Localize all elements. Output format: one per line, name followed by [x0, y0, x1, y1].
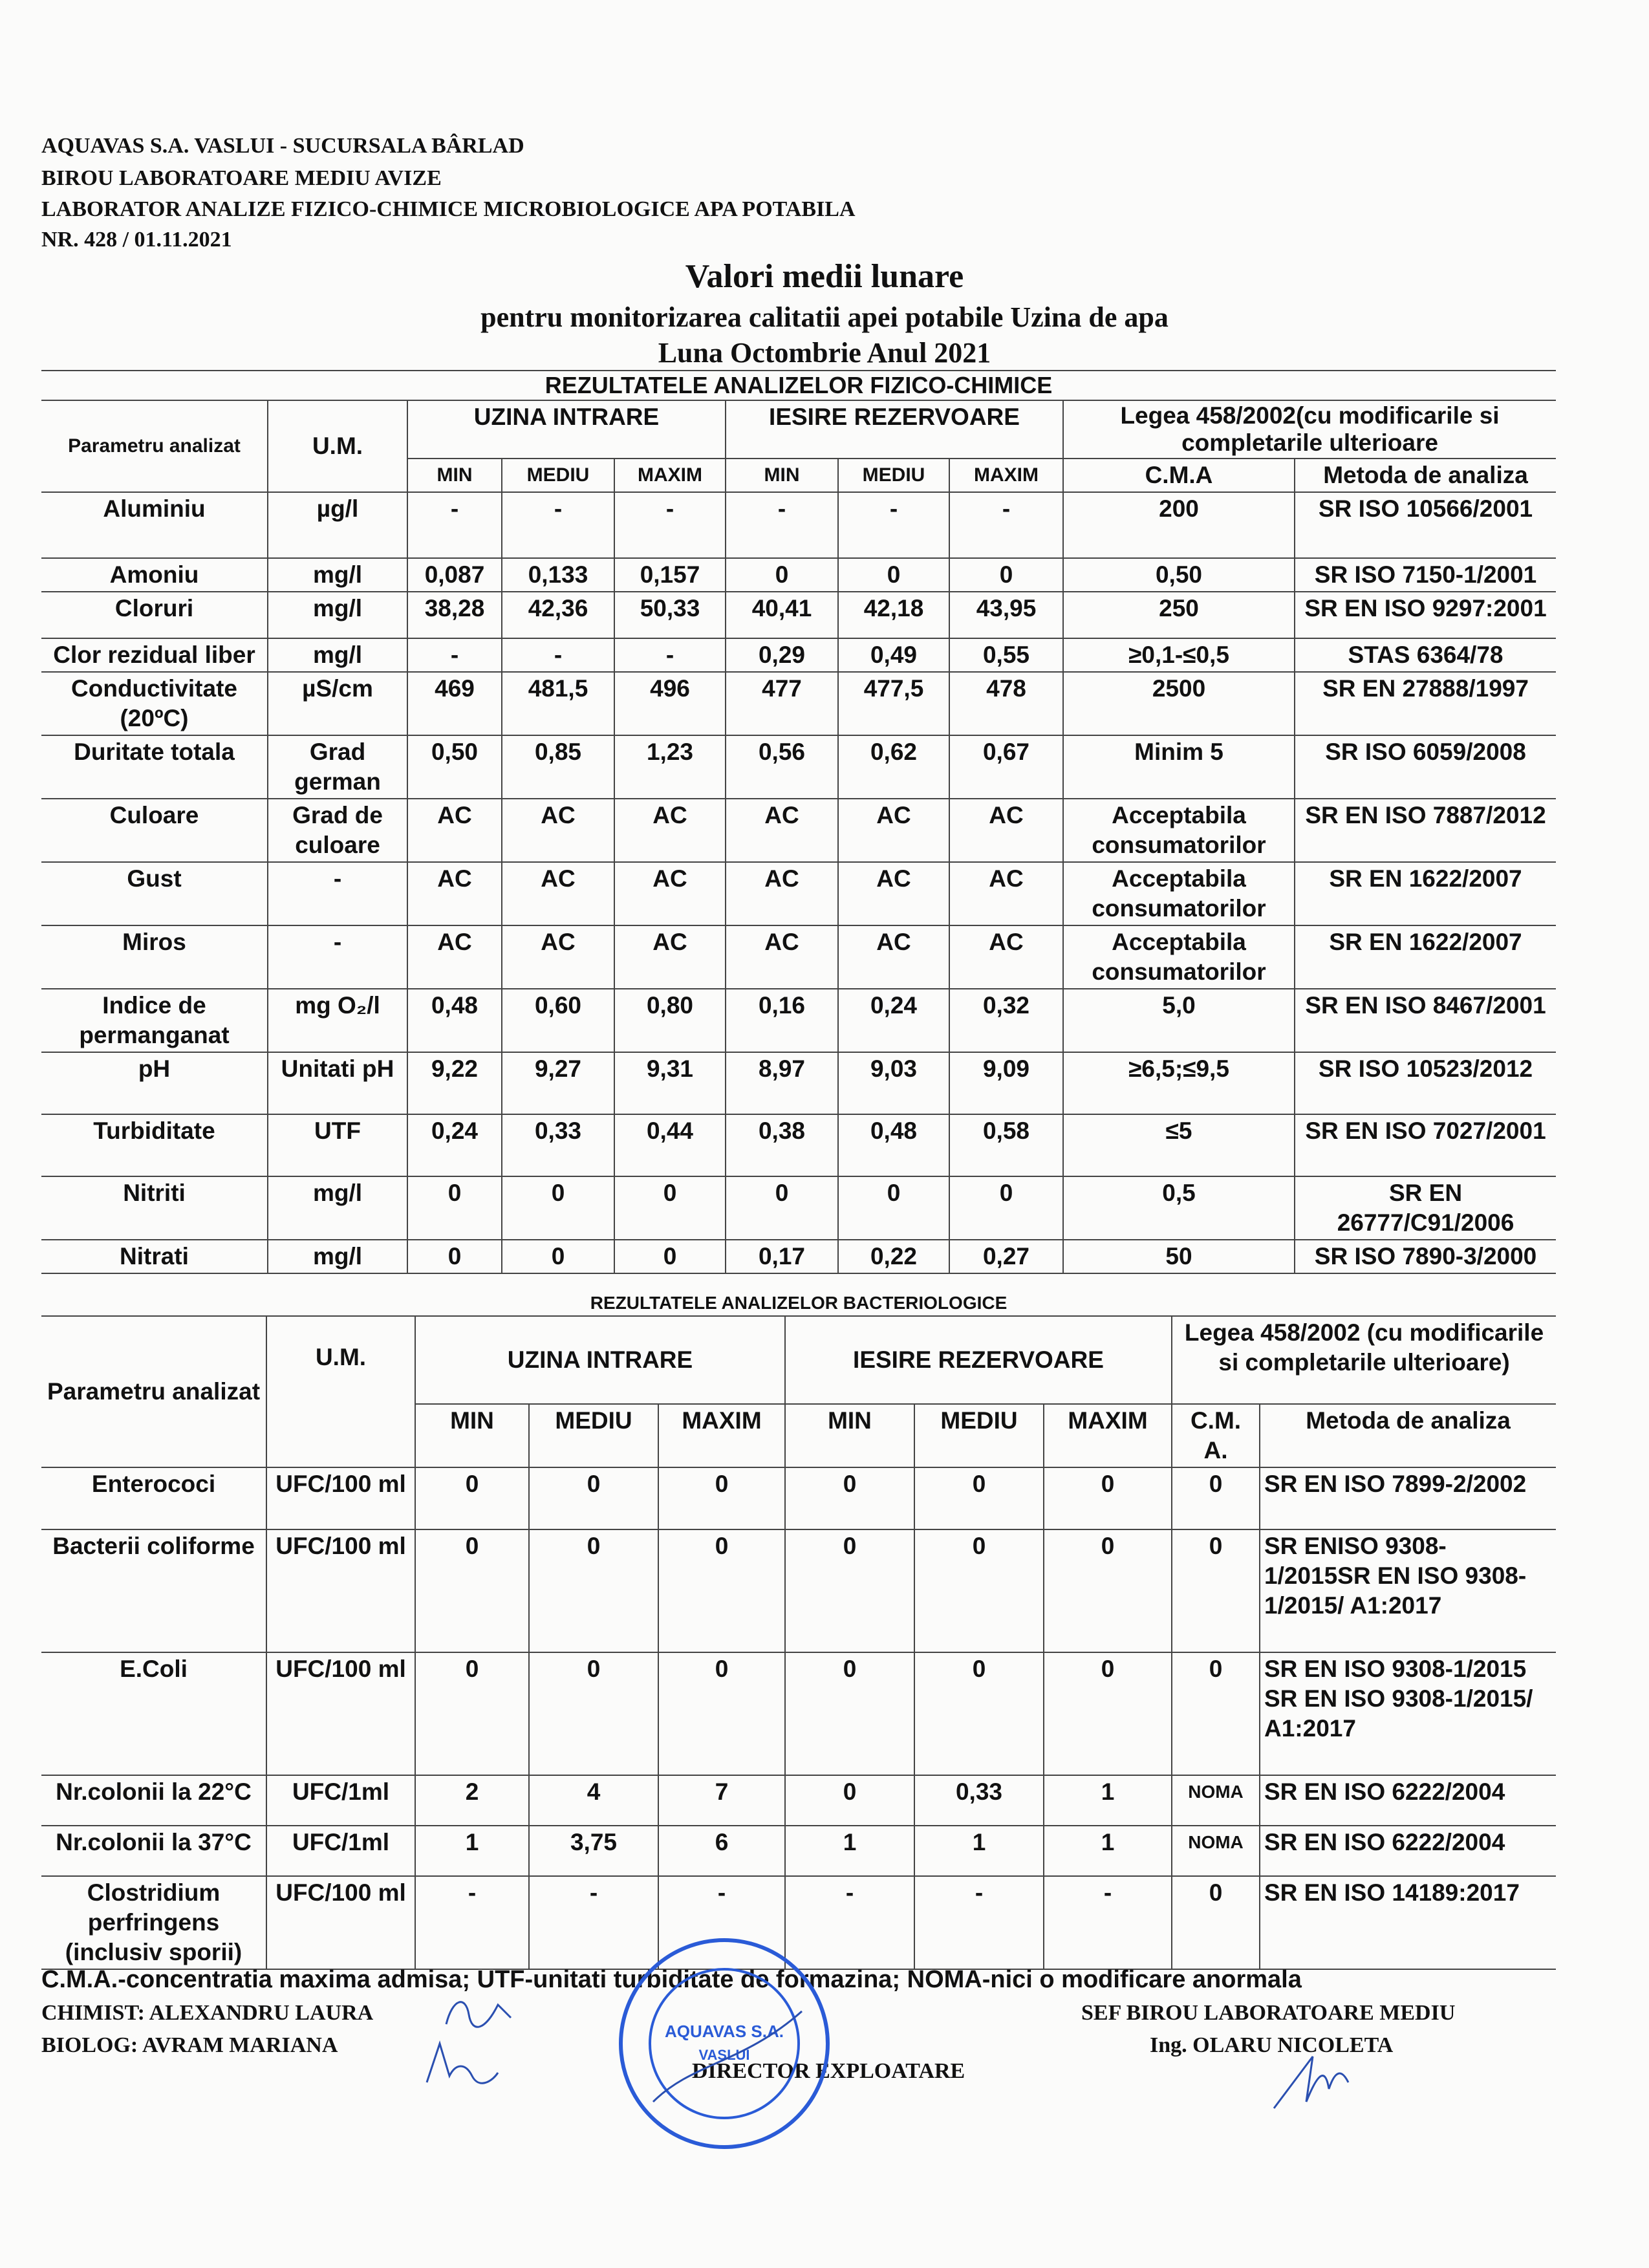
- value-cell: -: [838, 492, 949, 558]
- value-cell: 0: [658, 1529, 785, 1652]
- value-cell: AC: [614, 862, 726, 925]
- unit-cell: Grad de culoare: [268, 799, 407, 862]
- value-cell: -: [1044, 1876, 1172, 1969]
- parameter-cell: Aluminiu: [41, 492, 268, 558]
- value-cell: 0: [502, 1176, 614, 1240]
- cma-cell: ≥0,1-≤0,5: [1063, 638, 1295, 672]
- method-cell: SR EN ISO 6222/2004: [1260, 1826, 1556, 1876]
- value-cell: 0,55: [949, 638, 1063, 672]
- unit-cell: mg/l: [268, 558, 407, 592]
- legend-note: C.M.A.-concentratia maxima admisa; UTF-unitati turbiditate de formazina; NOMA-nici o modificare anormala: [41, 1966, 1302, 1993]
- method-cell: SR EN ISO 8467/2001: [1295, 989, 1556, 1052]
- value-cell: 478: [949, 672, 1063, 735]
- table-row: [41, 1529, 1556, 1652]
- table-row: [41, 1775, 1556, 1826]
- value-cell: 42,18: [838, 592, 949, 638]
- value-cell: AC: [838, 862, 949, 925]
- method-cell: SR EN ISO 7899-2/2002: [1260, 1467, 1556, 1529]
- parameter-cell: Indice de permanganat: [41, 989, 268, 1052]
- value-cell: 0: [914, 1529, 1044, 1652]
- chemist-name: CHIMIST: ALEXANDRU LAURA: [41, 2001, 374, 2025]
- col-header-min: MIN: [785, 1404, 914, 1467]
- value-cell: AC: [838, 925, 949, 989]
- col-header-maxim: MAXIM: [614, 459, 726, 492]
- unit-cell: UFC/100 ml: [266, 1876, 415, 1969]
- value-cell: 50,33: [614, 592, 726, 638]
- cma-cell: 0: [1172, 1652, 1260, 1775]
- value-cell: 0: [838, 1176, 949, 1240]
- method-cell: STAS 6364/78: [1295, 638, 1556, 672]
- table-row: [41, 799, 1556, 862]
- document-subtitle: pentru monitorizarea calitatii apei potabile Uzina de apa: [480, 301, 1169, 333]
- office-name: BIROU LABORATOARE MEDIU AVIZE: [41, 166, 442, 190]
- value-cell: 0,29: [726, 638, 838, 672]
- method-cell: SR EN ISO 9297:2001: [1295, 592, 1556, 638]
- value-cell: 0: [949, 1176, 1063, 1240]
- cma-cell: Acceptabila consumatorilor: [1063, 799, 1295, 862]
- unit-cell: -: [268, 862, 407, 925]
- table-row: [41, 862, 1556, 925]
- value-cell: AC: [949, 862, 1063, 925]
- unit-cell: UFC/1ml: [266, 1826, 415, 1876]
- col-header-cma: C.M.A: [1063, 459, 1295, 492]
- value-cell: AC: [502, 862, 614, 925]
- col-header-mediu: MEDIU: [914, 1404, 1044, 1467]
- method-cell: SR EN 26777/C91/2006: [1295, 1176, 1556, 1240]
- value-cell: AC: [502, 799, 614, 862]
- col-header-reservoir-output: IESIRE REZERVOARE: [785, 1316, 1172, 1404]
- value-cell: -: [914, 1876, 1044, 1969]
- value-cell: -: [785, 1876, 914, 1969]
- value-cell: 0: [785, 1529, 914, 1652]
- cma-cell: Acceptabila consumatorilor: [1063, 862, 1295, 925]
- value-cell: AC: [726, 799, 838, 862]
- value-cell: 8,97: [726, 1052, 838, 1114]
- value-cell: 0: [529, 1652, 658, 1775]
- value-cell: 0,27: [949, 1240, 1063, 1273]
- col-header-reservoir-output: IESIRE REZERVOARE: [726, 400, 1063, 459]
- biologist-name: BIOLOG: AVRAM MARIANA: [41, 2033, 338, 2057]
- value-cell: 1: [1044, 1826, 1172, 1876]
- chemist-signature: [440, 1992, 517, 2037]
- value-cell: 0,157: [614, 558, 726, 592]
- value-cell: 43,95: [949, 592, 1063, 638]
- chemical-results-table: [41, 370, 1556, 1274]
- cma-cell: Acceptabila consumatorilor: [1063, 925, 1295, 989]
- value-cell: AC: [726, 925, 838, 989]
- value-cell: 9,31: [614, 1052, 726, 1114]
- value-cell: AC: [838, 799, 949, 862]
- cma-cell: 5,0: [1063, 989, 1295, 1052]
- value-cell: -: [502, 492, 614, 558]
- unit-cell: UFC/100 ml: [266, 1467, 415, 1529]
- value-cell: 0,22: [838, 1240, 949, 1273]
- unit-cell: µg/l: [268, 492, 407, 558]
- value-cell: 4: [529, 1775, 658, 1826]
- col-header-law: Legea 458/2002(cu modificarile si completarile ulterioare: [1063, 400, 1556, 459]
- unit-cell: mg/l: [268, 638, 407, 672]
- table-row: [41, 989, 1556, 1052]
- value-cell: -: [658, 1876, 785, 1969]
- unit-cell: Unitati pH: [268, 1052, 407, 1114]
- cma-cell: 0,5: [1063, 1176, 1295, 1240]
- table-row: [41, 1240, 1556, 1273]
- col-header-maxim: MAXIM: [949, 459, 1063, 492]
- value-cell: -: [502, 638, 614, 672]
- parameter-cell: Clor rezidual liber: [41, 638, 268, 672]
- value-cell: 0,33: [914, 1775, 1044, 1826]
- chemical-caption: REZULTATELE ANALIZELOR FIZICO-CHIMICE: [41, 371, 1556, 400]
- value-cell: AC: [502, 925, 614, 989]
- value-cell: 0: [914, 1652, 1044, 1775]
- value-cell: 0: [1044, 1467, 1172, 1529]
- value-cell: 0,67: [949, 735, 1063, 799]
- value-cell: -: [529, 1876, 658, 1969]
- value-cell: 2: [415, 1775, 529, 1826]
- parameter-cell: Clostridium perfringens (inclusiv sporii): [41, 1876, 266, 1969]
- bacteriological-caption: REZULTATELE ANALIZELOR BACTERIOLOGICE: [41, 1291, 1556, 1316]
- cma-cell: 0: [1172, 1467, 1260, 1529]
- value-cell: 0,087: [407, 558, 502, 592]
- biologist-signature: [414, 2037, 504, 2089]
- value-cell: -: [407, 492, 502, 558]
- col-header-mediu: MEDIU: [838, 459, 949, 492]
- value-cell: 0,48: [407, 989, 502, 1052]
- unit-cell: UFC/1ml: [266, 1775, 415, 1826]
- value-cell: 0: [949, 558, 1063, 592]
- value-cell: 0,17: [726, 1240, 838, 1273]
- method-cell: SR EN 1622/2007: [1295, 862, 1556, 925]
- document-title: Valori medii lunare: [685, 258, 964, 295]
- value-cell: -: [726, 492, 838, 558]
- value-cell: 0: [785, 1467, 914, 1529]
- value-cell: 0: [1044, 1652, 1172, 1775]
- value-cell: 0,24: [407, 1114, 502, 1176]
- col-header-cma: C.M. A.: [1172, 1404, 1260, 1467]
- col-header-parameter: Parametru analizat: [41, 400, 268, 492]
- value-cell: 477,5: [838, 672, 949, 735]
- value-cell: 1: [914, 1826, 1044, 1876]
- value-cell: AC: [949, 799, 1063, 862]
- value-cell: AC: [407, 925, 502, 989]
- value-cell: 0: [415, 1467, 529, 1529]
- method-cell: SR EN 1622/2007: [1295, 925, 1556, 989]
- table-row: [41, 925, 1556, 989]
- value-cell: 0,62: [838, 735, 949, 799]
- col-header-unit: U.M.: [266, 1316, 415, 1467]
- value-cell: -: [407, 638, 502, 672]
- cma-cell: NOMA: [1172, 1826, 1260, 1876]
- col-header-min: MIN: [726, 459, 838, 492]
- value-cell: 0,49: [838, 638, 949, 672]
- parameter-cell: Conductivitate (20ºC): [41, 672, 268, 735]
- table-row: [41, 638, 1556, 672]
- value-cell: -: [949, 492, 1063, 558]
- unit-cell: mg/l: [268, 1176, 407, 1240]
- unit-cell: mg/l: [268, 592, 407, 638]
- value-cell: 0,80: [614, 989, 726, 1052]
- chief-title: SEF BIROU LABORATOARE MEDIU: [1081, 2001, 1456, 2025]
- value-cell: 0,33: [502, 1114, 614, 1176]
- value-cell: 3,75: [529, 1826, 658, 1876]
- value-cell: 481,5: [502, 672, 614, 735]
- value-cell: 9,09: [949, 1052, 1063, 1114]
- unit-cell: UFC/100 ml: [266, 1529, 415, 1652]
- chief-signature: [1267, 2044, 1358, 2121]
- table-row: [41, 558, 1556, 592]
- director-title: DIRECTOR EXPLOATARE: [692, 2059, 965, 2083]
- col-header-plant-input: UZINA INTRARE: [407, 400, 726, 459]
- col-header-mediu: MEDIU: [502, 459, 614, 492]
- value-cell: 6: [658, 1826, 785, 1876]
- parameter-cell: E.Coli: [41, 1652, 266, 1775]
- value-cell: 0,16: [726, 989, 838, 1052]
- value-cell: 9,22: [407, 1052, 502, 1114]
- table-row: [41, 1176, 1556, 1240]
- method-cell: SR EN ISO 9308-1/2015 SR EN ISO 9308-1/2015/ A1:2017: [1260, 1652, 1556, 1775]
- method-cell: SR ISO 6059/2008: [1295, 735, 1556, 799]
- col-header-parameter: Parametru analizat: [41, 1316, 266, 1467]
- value-cell: 0: [726, 558, 838, 592]
- value-cell: 0: [407, 1240, 502, 1273]
- value-cell: 0: [914, 1467, 1044, 1529]
- value-cell: 0,44: [614, 1114, 726, 1176]
- value-cell: 477: [726, 672, 838, 735]
- value-cell: 0: [502, 1240, 614, 1273]
- method-cell: SR ISO 7890-3/2000: [1295, 1240, 1556, 1273]
- cma-cell: ≥6,5;≤9,5: [1063, 1052, 1295, 1114]
- value-cell: AC: [614, 925, 726, 989]
- table-row: [41, 492, 1556, 558]
- table-row: [41, 1114, 1556, 1176]
- unit-cell: mg/l: [268, 1240, 407, 1273]
- value-cell: 0,32: [949, 989, 1063, 1052]
- table-row: [41, 1652, 1556, 1775]
- cma-cell: 0,50: [1063, 558, 1295, 592]
- value-cell: AC: [726, 862, 838, 925]
- value-cell: -: [614, 638, 726, 672]
- col-header-method: Metoda de analiza: [1260, 1404, 1556, 1467]
- table-row: [41, 592, 1556, 638]
- value-cell: 0: [838, 558, 949, 592]
- method-cell: SR EN ISO 14189:2017: [1260, 1876, 1556, 1969]
- value-cell: 1,23: [614, 735, 726, 799]
- parameter-cell: Cloruri: [41, 592, 268, 638]
- method-cell: SR EN ISO 7027/2001: [1295, 1114, 1556, 1176]
- value-cell: 0,50: [407, 735, 502, 799]
- cma-cell: 50: [1063, 1240, 1295, 1273]
- svg-text:VASLUI: VASLUI: [698, 2047, 750, 2063]
- value-cell: 0,38: [726, 1114, 838, 1176]
- value-cell: 38,28: [407, 592, 502, 638]
- value-cell: 0: [785, 1652, 914, 1775]
- method-cell: SR ISO 10523/2012: [1295, 1052, 1556, 1114]
- unit-cell: mg O₂/l: [268, 989, 407, 1052]
- method-cell: SR ISO 10566/2001: [1295, 492, 1556, 558]
- value-cell: 0: [726, 1176, 838, 1240]
- parameter-cell: Miros: [41, 925, 268, 989]
- value-cell: 7: [658, 1775, 785, 1826]
- lab-name: LABORATOR ANALIZE FIZICO-CHIMICE MICROBIOLOGICE APA POTABILA: [41, 197, 856, 221]
- value-cell: 469: [407, 672, 502, 735]
- value-cell: 0: [407, 1176, 502, 1240]
- value-cell: 0: [415, 1652, 529, 1775]
- col-header-plant-input: UZINA INTRARE: [415, 1316, 785, 1404]
- parameter-cell: pH: [41, 1052, 268, 1114]
- company-stamp: [614, 1934, 834, 2154]
- value-cell: 0: [1044, 1529, 1172, 1652]
- parameter-cell: Turbiditate: [41, 1114, 268, 1176]
- col-header-maxim: MAXIM: [1044, 1404, 1172, 1467]
- value-cell: AC: [407, 862, 502, 925]
- parameter-cell: Culoare: [41, 799, 268, 862]
- value-cell: 0,133: [502, 558, 614, 592]
- value-cell: 0,24: [838, 989, 949, 1052]
- value-cell: AC: [407, 799, 502, 862]
- value-cell: 0: [614, 1240, 726, 1273]
- col-header-maxim: MAXIM: [658, 1404, 785, 1467]
- method-cell: SR EN ISO 7887/2012: [1295, 799, 1556, 862]
- cma-cell: NOMA: [1172, 1775, 1260, 1826]
- parameter-cell: Amoniu: [41, 558, 268, 592]
- parameter-cell: Nitrati: [41, 1240, 268, 1273]
- value-cell: AC: [614, 799, 726, 862]
- value-cell: 1: [785, 1826, 914, 1876]
- col-header-min: MIN: [407, 459, 502, 492]
- parameter-cell: Gust: [41, 862, 268, 925]
- chief-name: Ing. OLARU NICOLETA: [1150, 2033, 1394, 2057]
- value-cell: 0: [529, 1529, 658, 1652]
- value-cell: 9,27: [502, 1052, 614, 1114]
- value-cell: 0: [785, 1775, 914, 1826]
- parameter-cell: Bacterii coliforme: [41, 1529, 266, 1652]
- cma-cell: 250: [1063, 592, 1295, 638]
- table-row: [41, 1467, 1556, 1529]
- company-name: AQUAVAS S.A. VASLUI - SUCURSALA BÂRLAD: [41, 134, 524, 158]
- cma-cell: 0: [1172, 1876, 1260, 1969]
- method-cell: SR ENISO 9308-1/2015SR EN ISO 9308-1/2015/ A1:2017: [1260, 1529, 1556, 1652]
- bacteriological-results-table: [41, 1291, 1556, 1970]
- unit-cell: UFC/100 ml: [266, 1652, 415, 1775]
- col-header-mediu: MEDIU: [529, 1404, 658, 1467]
- value-cell: -: [614, 492, 726, 558]
- value-cell: 0,60: [502, 989, 614, 1052]
- parameter-cell: Duritate totala: [41, 735, 268, 799]
- cma-cell: ≤5: [1063, 1114, 1295, 1176]
- parameter-cell: Nr.colonii la 22°C: [41, 1775, 266, 1826]
- parameter-cell: Nitriti: [41, 1176, 268, 1240]
- value-cell: 0: [415, 1529, 529, 1652]
- col-header-unit: U.M.: [268, 400, 407, 492]
- value-cell: 0: [614, 1176, 726, 1240]
- parameter-cell: Nr.colonii la 37°C: [41, 1826, 266, 1876]
- document-number: NR. 428 / 01.11.2021: [41, 228, 232, 252]
- method-cell: SR ISO 7150-1/2001: [1295, 558, 1556, 592]
- value-cell: AC: [949, 925, 1063, 989]
- col-header-min: MIN: [415, 1404, 529, 1467]
- table-row: [41, 1826, 1556, 1876]
- value-cell: 42,36: [502, 592, 614, 638]
- unit-cell: UTF: [268, 1114, 407, 1176]
- value-cell: 0,58: [949, 1114, 1063, 1176]
- svg-text:AQUAVAS S.A.: AQUAVAS S.A.: [665, 2022, 784, 2041]
- cma-cell: 200: [1063, 492, 1295, 558]
- parameter-cell: Enterococi: [41, 1467, 266, 1529]
- col-header-law: Legea 458/2002 (cu modificarile si completarile ulterioare): [1172, 1316, 1556, 1404]
- unit-cell: Grad german: [268, 735, 407, 799]
- col-header-method: Metoda de analiza: [1295, 459, 1556, 492]
- value-cell: 0: [529, 1467, 658, 1529]
- table-row: [41, 672, 1556, 735]
- value-cell: 1: [415, 1826, 529, 1876]
- unit-cell: -: [268, 925, 407, 989]
- method-cell: SR EN 27888/1997: [1295, 672, 1556, 735]
- table-row: [41, 735, 1556, 799]
- cma-cell: Minim 5: [1063, 735, 1295, 799]
- value-cell: 1: [1044, 1775, 1172, 1826]
- value-cell: 0: [658, 1467, 785, 1529]
- value-cell: -: [415, 1876, 529, 1969]
- value-cell: 0,48: [838, 1114, 949, 1176]
- value-cell: 9,03: [838, 1052, 949, 1114]
- document-period: Luna Octombrie Anul 2021: [658, 337, 991, 369]
- value-cell: 40,41: [726, 592, 838, 638]
- value-cell: 496: [614, 672, 726, 735]
- value-cell: 0,56: [726, 735, 838, 799]
- value-cell: 0: [658, 1652, 785, 1775]
- cma-cell: 2500: [1063, 672, 1295, 735]
- cma-cell: 0: [1172, 1529, 1260, 1652]
- value-cell: 0,85: [502, 735, 614, 799]
- method-cell: SR EN ISO 6222/2004: [1260, 1775, 1556, 1826]
- unit-cell: µS/cm: [268, 672, 407, 735]
- table-row: [41, 1052, 1556, 1114]
